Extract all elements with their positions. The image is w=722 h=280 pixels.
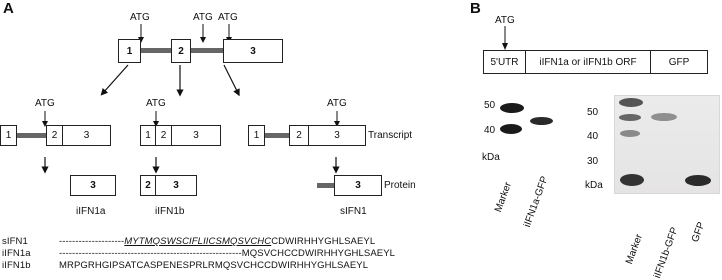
blot-left-ladder-50: 50 (484, 100, 496, 111)
band-marker-50 (500, 103, 524, 113)
construct-orf: iIFN1a or iIFN1b ORF (525, 50, 651, 74)
transcript-exon-3: 3 (308, 125, 366, 146)
blot-right-ladder-30: 30 (587, 156, 599, 167)
lane-label-gfp: GFP (690, 220, 708, 244)
blot-right-unit: kDa (585, 180, 603, 191)
seq-row-iifn1b: iIFN1b MRPGRHGIPSATCASPENESPRLRMQSVCHCCDWIRHHYGHLSAEYL (2, 260, 369, 271)
atg-label-t3: ATG (327, 98, 347, 109)
gene-exon-2: 2 (171, 39, 191, 63)
protein-iifn1b-exon2: 2 (140, 175, 156, 196)
atg-label-t2: ATG (146, 98, 166, 109)
atg-label-t1: ATG (35, 98, 55, 109)
transcript-label: Transcript (368, 130, 413, 141)
protein-label: Protein (384, 180, 416, 191)
gene-intron-1 (141, 48, 173, 53)
protein-sifn1-signal (317, 183, 335, 188)
transcript-intron (16, 133, 46, 138)
lane-label-iifn1a-gfp: iIFN1a-GFP (522, 174, 551, 229)
lane-label-marker-right: Marker (624, 232, 645, 266)
transcript-exon-2: 2 (155, 125, 172, 146)
transcript-exon-3: 3 (62, 125, 111, 146)
construct-gfp: GFP (650, 50, 708, 74)
panel-label-a: A (3, 0, 14, 17)
blot-right-ladder-40: 40 (587, 131, 599, 142)
band-marker-top (619, 98, 643, 107)
band-iifn1b-gfp (651, 113, 677, 121)
transcript-intron (264, 133, 290, 138)
atg-label-2: ATG (193, 12, 213, 23)
transcript-exon-1: 1 (140, 125, 156, 146)
atg-label-1: ATG (130, 12, 150, 23)
band-marker-50 (619, 114, 641, 121)
blot-right-ladder-50: 50 (587, 107, 599, 118)
band-marker-40 (620, 130, 640, 137)
name-sifn1: sIFN1 (340, 206, 367, 217)
lane-label-marker-left: Marker (493, 180, 514, 214)
transcript-exon-3: 3 (171, 125, 221, 146)
seq-row-sifn1: sIFN1 --------------------MYTMQSWSCIFLIICSMQSVCHCCDWIRHHYGHLSAEYL (2, 236, 376, 247)
construct-utr: 5'UTR (483, 50, 526, 74)
transcript-exon-2: 2 (289, 125, 309, 146)
lane-label-iifn1b-gfp: iIFN1b-GFP (652, 225, 681, 280)
protein-sifn1: 3 (334, 175, 382, 196)
name-iifn1a: iIFN1a (76, 206, 106, 217)
atg-label-3: ATG (218, 12, 238, 23)
blot-right-image (614, 95, 720, 194)
transcript-exon-2: 2 (46, 125, 63, 146)
panel-label-b: B (470, 0, 481, 17)
band-marker-25 (620, 174, 644, 186)
name-iifn1b: iIFN1b (155, 206, 185, 217)
transcript-exon-1: 1 (0, 125, 17, 146)
band-marker-40 (500, 124, 522, 134)
band-iifn1a-gfp (530, 117, 553, 125)
blot-left-unit: kDa (482, 152, 500, 163)
seq-row-iifn1a: iIFN1a --------------------------------------------------------MQSVCHCCDWIRHHYGHLSAEYL (2, 248, 396, 259)
gene-intron-2 (190, 48, 224, 53)
gene-exon-1: 1 (118, 39, 141, 63)
construct-atg-label: ATG (495, 15, 515, 26)
gene-exon-3: 3 (223, 39, 283, 63)
blot-left-ladder-40: 40 (484, 125, 496, 136)
protein-iifn1a: 3 (70, 175, 116, 196)
protein-iifn1b-exon3: 3 (155, 175, 197, 196)
band-gfp (685, 175, 711, 186)
transcript-exon-1: 1 (248, 125, 265, 146)
